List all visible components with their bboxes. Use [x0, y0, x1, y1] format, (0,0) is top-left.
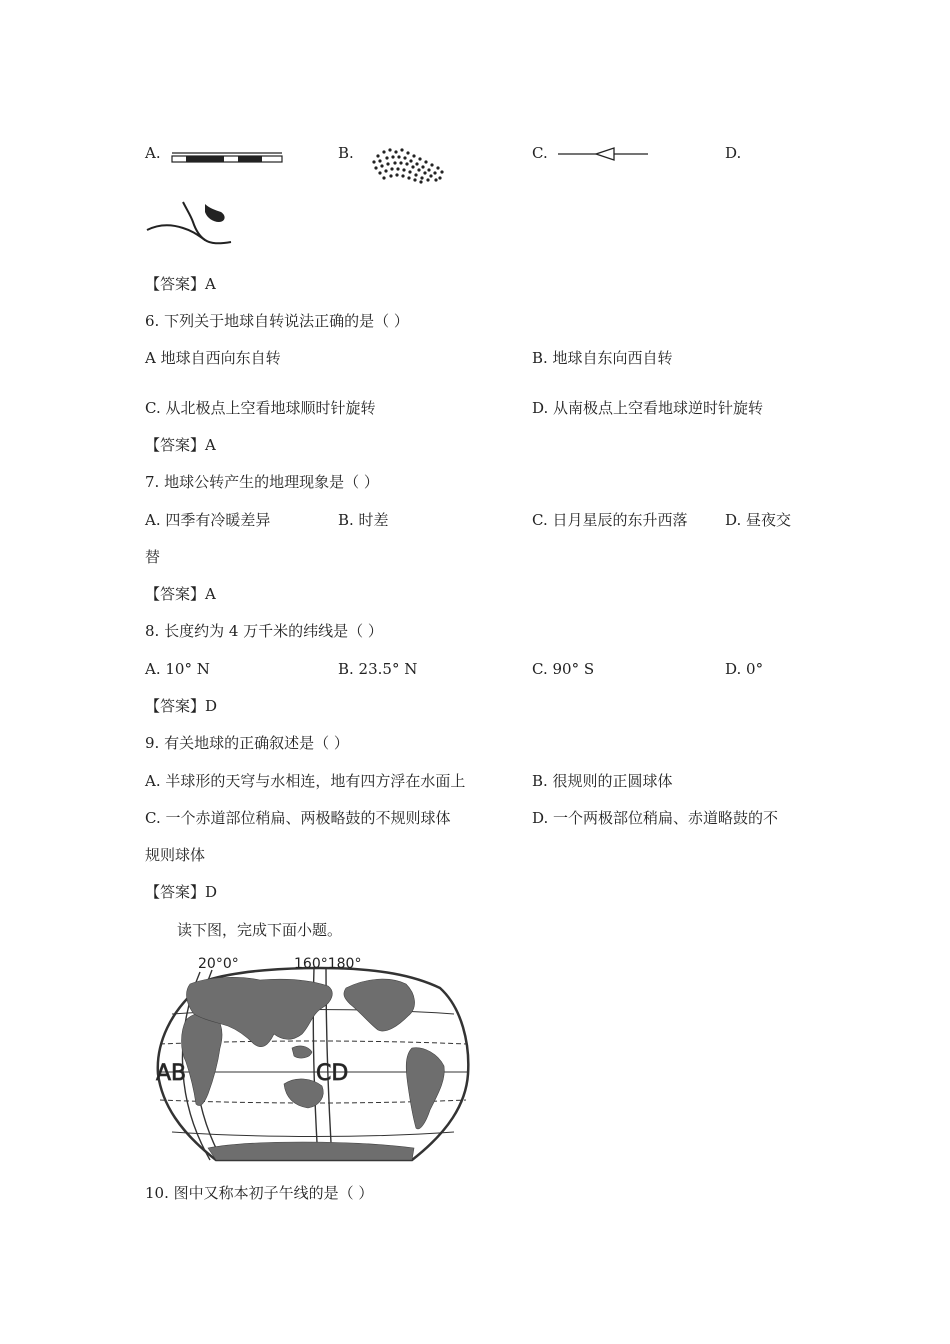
q9-option-d-continued: 规则球体: [145, 846, 206, 864]
q7-option-d-continued: 替: [145, 548, 161, 566]
q7-option-d: D. 昼夜交: [725, 511, 792, 529]
q6-option-d: D. 从南极点上空看地球逆时针旋转: [532, 399, 764, 417]
map-label-160-180: 160°180°: [294, 956, 362, 972]
q9-option-d: D. 一个两极部位稍扁、赤道略鼓的不: [532, 809, 779, 827]
q5-option-a-label: A.: [145, 144, 161, 162]
q7-option-b: B. 时差: [338, 511, 389, 529]
q9-option-c: C. 一个赤道部位稍扁、两极略鼓的不规则球体: [145, 809, 451, 827]
q8-stem: 8. 长度约为 4 万千米的纬线是（ ）: [145, 622, 383, 640]
q8-answer: 【答案】D: [145, 697, 218, 715]
q6-option-a: A 地球自西向东自转: [145, 349, 281, 367]
arrow-icon: [556, 146, 651, 162]
q5-option-b-label: B.: [338, 144, 354, 162]
q7-option-a: A. 四季有冷暖差异: [145, 511, 271, 529]
q9-stem: 9. 有关地球的正确叙述是（ ）: [145, 734, 349, 752]
q6-stem: 6. 下列关于地球自转说法正确的是（ ）: [145, 312, 409, 330]
world-map-figure: [150, 954, 472, 1170]
q9-answer: 【答案】D: [145, 883, 218, 901]
q7-answer: 【答案】A: [145, 585, 216, 603]
map-label-ab: AB: [156, 1061, 187, 1086]
river-lake-icon: [145, 198, 237, 250]
q5-option-d-label: D.: [725, 144, 742, 162]
q10-stem: 10. 图中又称本初子午线的是（ ）: [145, 1184, 374, 1202]
q6-answer: 【答案】A: [145, 436, 216, 454]
q7-option-c: C. 日月星辰的东升西落: [532, 511, 688, 529]
map-label-20-0: 20°0°: [198, 956, 239, 972]
q5-option-c-label: C.: [532, 144, 548, 162]
q8-option-a: A. 10° N: [145, 660, 210, 678]
dotted-area-icon: [368, 144, 448, 186]
q8-option-d: D. 0°: [725, 660, 764, 678]
map-label-cd: CD: [316, 1061, 349, 1086]
q7-stem: 7. 地球公转产生的地理现象是（ ）: [145, 473, 379, 491]
q5-answer: 【答案】A: [145, 275, 216, 293]
scale-bar-icon: [170, 150, 285, 166]
q9-option-a: A. 半球形的天穹与水相连，地有四方浮在水面上: [145, 772, 466, 790]
q6-option-c: C. 从北极点上空看地球顺时针旋转: [145, 399, 376, 417]
reading-instruction: 读下图，完成下面小题。: [177, 921, 343, 939]
q8-option-c: C. 90° S: [532, 660, 595, 678]
q6-option-b: B. 地球自东向西自转: [532, 349, 673, 367]
q9-option-b: B. 很规则的正圆球体: [532, 772, 673, 790]
q8-option-b: B. 23.5° N: [338, 660, 418, 678]
